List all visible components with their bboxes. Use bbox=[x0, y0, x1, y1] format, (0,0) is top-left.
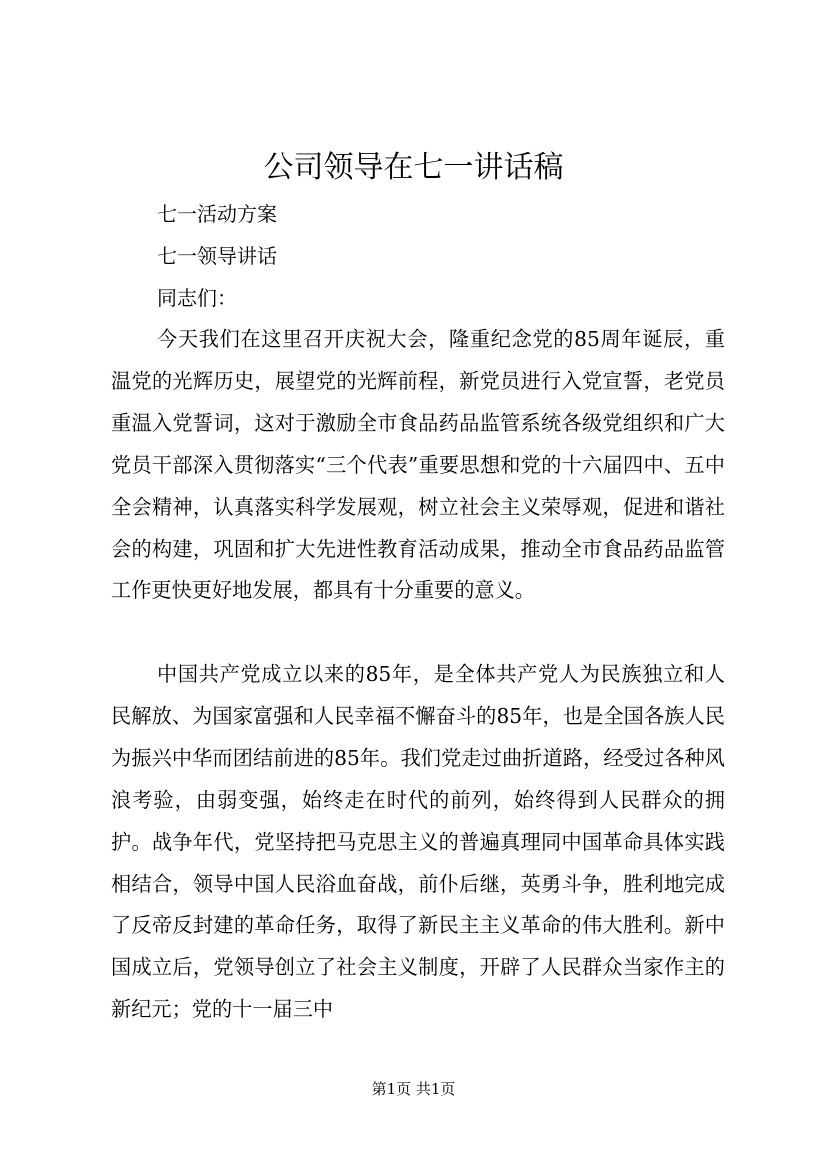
page-footer: 第1页 共1页 bbox=[371, 1080, 456, 1098]
paragraph-1: 今天我们在这里召开庆祝大会，隆重纪念党的85周年诞辰，重温党的光辉历史，展望党的光辉前程，新党员进行入党宣誓，老党员重温入党誓词，这对于激励全市食品药品监管系统各级党组织和广大党员干部深入贯彻落实“三个代表”重要思想和党的十六届四中、五中全会精神，认真落实科学发展观，树立社会主义荣辱观，促进和谐社会的构建，巩固和扩大先进性教育活动成果，推动全市食品药品监管工作更快更好地发展，都具有十分重要的意义。 bbox=[111, 327, 725, 603]
line-activity-plan: 七一活动方案 bbox=[157, 202, 277, 226]
document-title: 公司领导在七一讲话稿 bbox=[263, 150, 564, 185]
line-salutation: 同志们： bbox=[157, 286, 237, 310]
line-leader-speech: 七一领导讲话 bbox=[157, 244, 277, 268]
paragraph-2: 中国共产党成立以来的85年，是全体共产党人为民族独立和人民解放、为国家富强和人民幸福不懈奋斗的85年，也是全国各族人民为振兴中华而团结前进的85年。我们党走过曲折道路，经受过各种风浪考验，由弱变强，始终走在时代的前列，始终得到人民群众的拥护。战争年代，党坚持把马克思主义的普遍真理同中国革命具体实践相结合，领导中国人民浴血奋战，前仆后继，英勇斗争，胜利地完成了反帝反封建的革命任务，取得了新民主主义革命的伟大胜利。新中国成立后，党领导创立了社会主义制度，开辟了人民群众当家作主的新纪元；党的十一届三中 bbox=[111, 662, 725, 1022]
